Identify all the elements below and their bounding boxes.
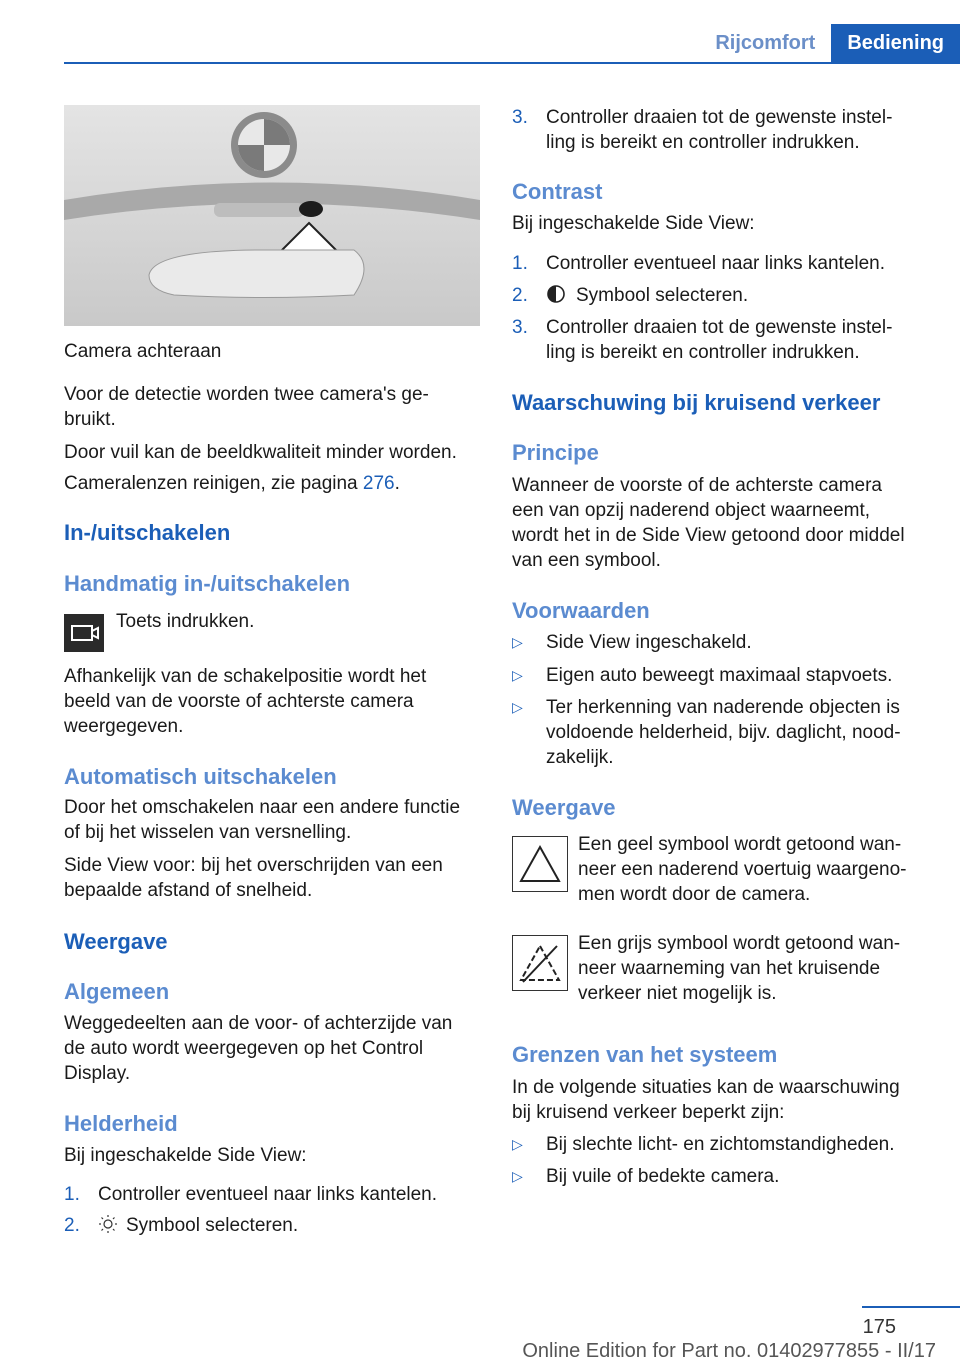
helderheid-step-3 — [512, 105, 932, 155]
step-text: Symbool selecteren. — [576, 285, 749, 306]
bullet-icon: ▷ — [512, 667, 523, 683]
voorwaarde-2 — [512, 663, 932, 688]
grenzen-1: In de volgende situaties kan de waarschuwing — [512, 1077, 900, 1098]
paragraph-vuil: Door vuil kan de beeldkwaliteit minder worden. — [64, 442, 457, 463]
header — [699, 24, 960, 62]
voorwaarde-1 — [512, 630, 932, 655]
warning-triangle-unavailable-icon — [512, 935, 568, 991]
step-text: Controller draaien tot de gewenste instel- ling is bereikt en controller indrukken. — [546, 107, 893, 153]
step-text: Symbool selecteren. — [126, 1215, 299, 1236]
step-number: 2. — [512, 285, 528, 306]
photo-caption: Camera achteraan — [64, 341, 222, 362]
warning-triangle-icon — [512, 836, 568, 892]
contrast-icon — [546, 283, 576, 308]
automatisch-2: of bij het wisselen van versnelling. — [64, 822, 352, 843]
bullet-icon: ▷ — [512, 1168, 523, 1184]
step-number: 1. — [64, 1184, 80, 1205]
heading-principe: Principe — [512, 440, 599, 465]
step-text: Controller eventueel naar links kantelen. — [98, 1184, 438, 1205]
page-link-276[interactable]: 276 — [362, 473, 395, 494]
grenzen-bullet-2 — [512, 1164, 932, 1189]
algemeen-1: Weggedeelten aan de voor- of achterzijde van — [64, 1013, 453, 1034]
weergave-grijs-2: neer waarneming van het kruisende — [578, 958, 881, 979]
sideview-2: bepaalde afstand of snelheid. — [64, 880, 313, 901]
bullet-text: Ter herkenning van naderende objecten is voldoende helderheid, bijv. daglicht, nood- zakelijk. — [546, 697, 901, 768]
tab-bediening[interactable]: Bediening — [831, 24, 960, 62]
afhankelijk-1: Afhankelijk van de schakelpositie wordt het — [64, 666, 427, 687]
camera-button-icon — [64, 614, 104, 652]
page-number: 175 — [862, 1316, 896, 1338]
reinigen-period: . — [394, 473, 400, 494]
algemeen-2: de auto wordt weergegeven op het Control — [64, 1038, 424, 1059]
step-text: Controller draaien tot de gewenste instel- ling is bereikt en controller indrukken. — [546, 317, 893, 363]
contrast-intro: Bij ingeschakelde Side View: — [512, 213, 755, 234]
heading-in-uitschakelen: In-/uitschakelen — [64, 520, 231, 545]
header-divider — [64, 62, 960, 64]
paragraph-reinigen — [64, 471, 400, 496]
bullet-text: Side View ingeschakeld. — [546, 632, 752, 653]
principe-4: van een symbool. — [512, 550, 661, 571]
paragraph-detectie-2: bruikt. — [64, 409, 116, 430]
step-number: 3. — [512, 107, 528, 128]
principe-3: wordt het in de Side View getoond door middel — [512, 525, 905, 546]
heading-algemeen: Algemeen — [64, 979, 170, 1004]
reinigen-text: Cameralenzen reinigen, zie pagina — [64, 473, 363, 494]
bullet-icon: ▷ — [512, 634, 523, 650]
voorwaarde-3 — [512, 695, 932, 770]
heading-automatisch: Automatisch uitschakelen — [64, 764, 337, 789]
footer-divider — [862, 1306, 960, 1308]
tab-rijcomfort[interactable]: Rijcomfort — [715, 31, 816, 54]
bullet-text: Eigen auto beweegt maximaal stapvoets. — [546, 665, 893, 686]
step-text: Controller eventueel naar links kantelen. — [546, 253, 886, 274]
weergave-grijs-1: Een grijs symbool wordt getoond wan- — [578, 933, 901, 954]
heading-contrast: Contrast — [512, 179, 603, 204]
step-number: 2. — [64, 1215, 80, 1236]
grenzen-2: bij kruisend verkeer beperkt zijn: — [512, 1102, 785, 1123]
bullet-icon: ▷ — [512, 1136, 523, 1152]
weergave-grijs-3: verkeer niet mogelijk is. — [578, 983, 777, 1004]
heading-weergave-right: Weergave — [512, 795, 616, 820]
bullet-text: Bij slechte licht- en zichtomstandigheden. — [546, 1134, 895, 1155]
heading-helderheid: Helderheid — [64, 1111, 178, 1136]
afhankelijk-3: weergegeven. — [64, 716, 184, 737]
contrast-step-2 — [512, 283, 932, 308]
contrast-step-3 — [512, 315, 932, 365]
weergave-geel-1: Een geel symbool wordt getoond wan- — [578, 834, 902, 855]
bullet-text: Bij vuile of bedekte camera. — [546, 1166, 780, 1187]
heading-waarschuwing: Waarschuwing bij kruisend verkeer — [512, 390, 881, 415]
rear-camera-photo — [64, 105, 480, 326]
helderheid-step-1 — [64, 1182, 480, 1207]
bullet-icon: ▷ — [512, 699, 523, 715]
heading-weergave-left: Weergave — [64, 929, 168, 954]
automatisch-1: Door het omschakelen naar een andere functie — [64, 797, 461, 818]
paragraph-detectie-1: Voor de detectie worden twee camera's ge- — [64, 384, 429, 405]
heading-grenzen: Grenzen van het systeem — [512, 1042, 778, 1067]
weergave-geel-2: neer een naderend voertuig waargeno- — [578, 859, 907, 880]
principe-1: Wanneer de voorste of de achterste camera — [512, 475, 882, 496]
step-number: 3. — [512, 317, 528, 338]
contrast-step-1 — [512, 251, 932, 276]
toets-indrukken: Toets indrukken. — [116, 611, 255, 632]
sideview-1: Side View voor: bij het overschrijden van een — [64, 855, 443, 876]
afhankelijk-2: beeld van de voorste of achterste camera — [64, 691, 414, 712]
helderheid-step-2 — [64, 1213, 480, 1238]
step-number: 1. — [512, 253, 528, 274]
heading-voorwaarden: Voorwaarden — [512, 598, 650, 623]
principe-2: een van opzij naderend object waarneemt, — [512, 500, 871, 521]
edition-footer: Online Edition for Part no. 01402977855 - II/17 — [522, 1340, 936, 1362]
algemeen-3: Display. — [64, 1063, 131, 1084]
weergave-geel-3: men wordt door de camera. — [578, 884, 811, 905]
helderheid-intro: Bij ingeschakelde Side View: — [64, 1145, 307, 1166]
brightness-icon — [98, 1213, 126, 1238]
grenzen-bullet-1 — [512, 1132, 932, 1157]
heading-handmatig: Handmatig in-/uitschakelen — [64, 571, 351, 596]
